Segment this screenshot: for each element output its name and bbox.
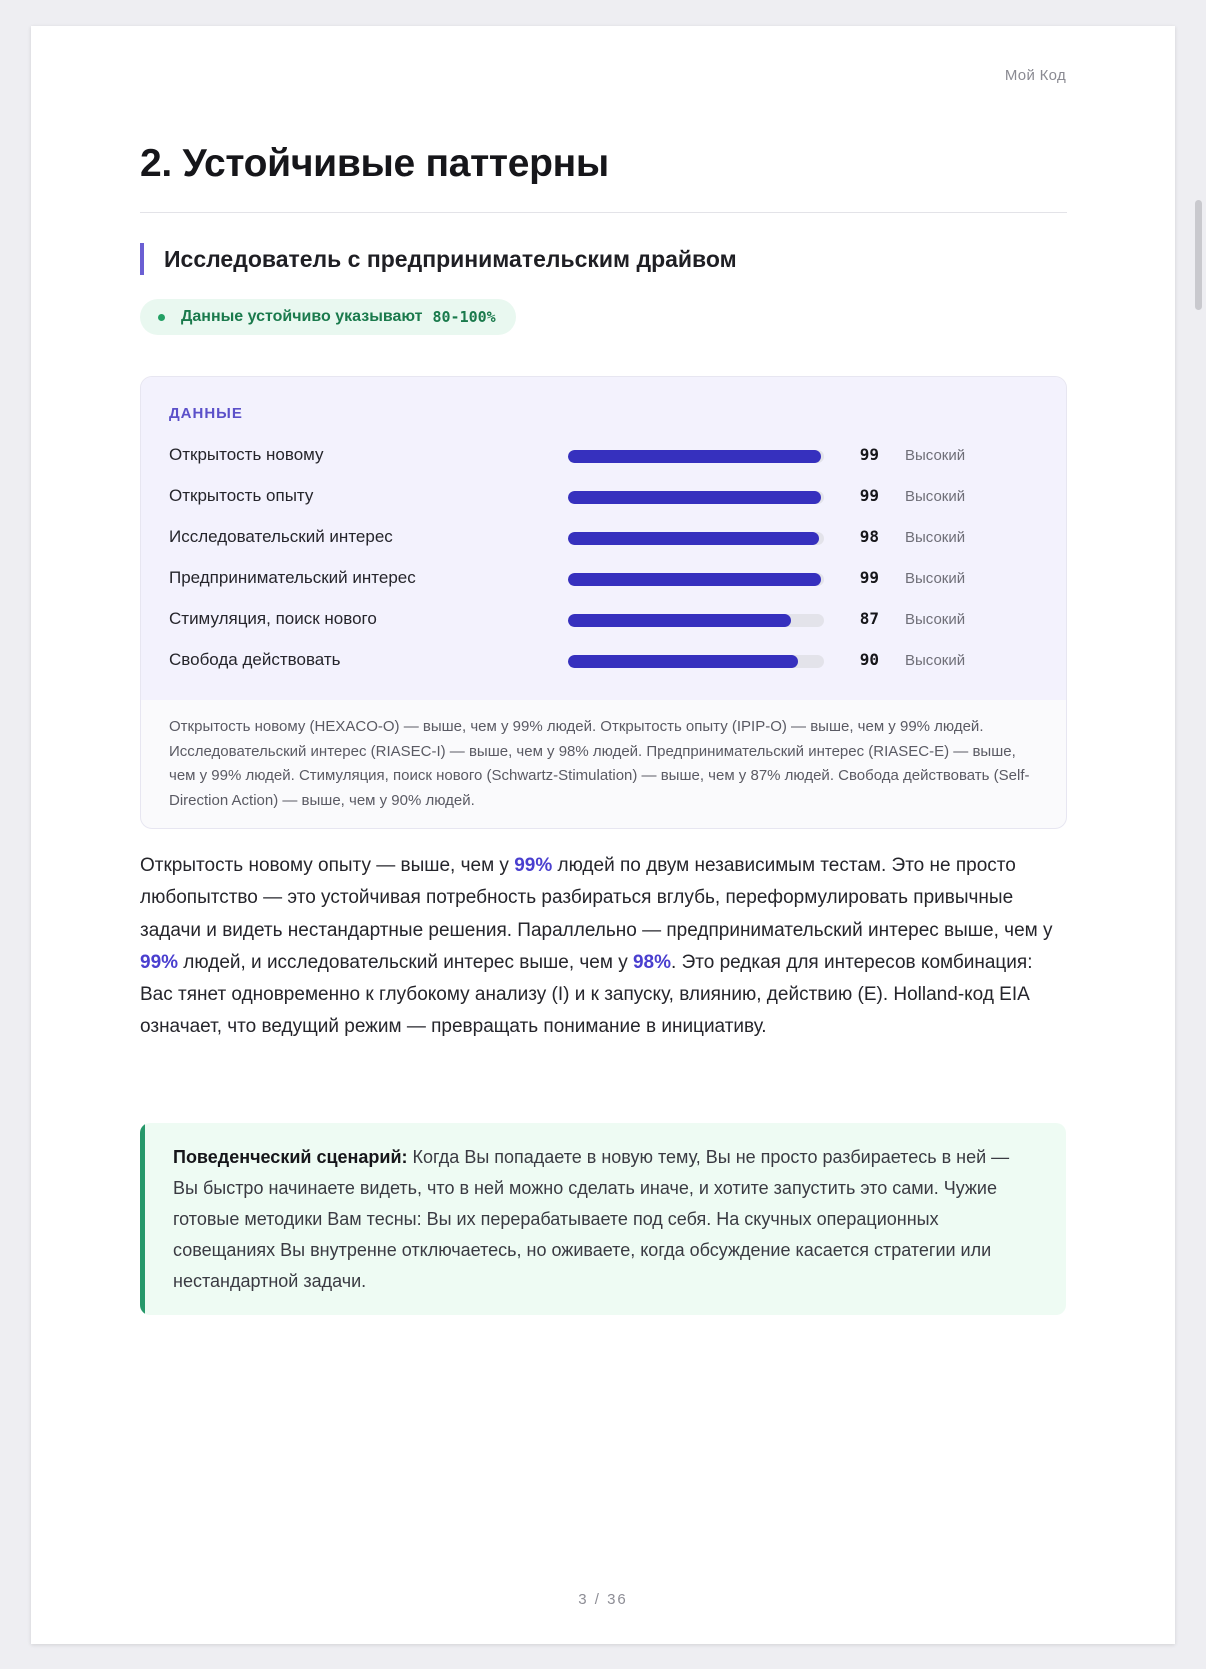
badge-range: 80-100% (432, 308, 496, 326)
body-text-segment: людей, и исследовательский интерес выше, чем у (178, 951, 633, 973)
metric-bar-fill (568, 450, 821, 463)
metric-value: 99 (859, 568, 879, 587)
metric-bar-fill (568, 532, 819, 545)
metric-bar-fill (568, 491, 821, 504)
metric-bar-fill (568, 655, 798, 668)
brand-label: Мой Код (1004, 67, 1066, 84)
metric-level: Высокий (905, 529, 966, 546)
metric-bar-fill (568, 614, 791, 627)
body-text-segment: . Это редкая для интересов комбинация: Вас тянет одновременно к глубокому анализу (I) и к запуску, влиянию, действию (E). Holland-код EIA означает, что ведущий режим — превращать понимание в инициативу. (140, 951, 1033, 1038)
data-card (140, 376, 1067, 829)
body-text-segment: Открытость новому опыту — выше, чем у (140, 855, 515, 876)
body-paragraph (140, 850, 1070, 1044)
metric-level: Высокий (905, 611, 966, 628)
highlight-percent: 98% (632, 951, 672, 973)
metric-bar-track (568, 450, 824, 463)
metric-bar-track (568, 491, 824, 504)
status-dot-icon (158, 314, 165, 321)
metric-row (141, 646, 1066, 676)
page-indicator: 3 / 36 (578, 1591, 628, 1608)
metric-label: Открытость новому (169, 445, 324, 464)
metrics-footnote: Открытость новому (HEXACO-O) — выше, чем у 99% людей. Открытость опыту (IPIP-O) — выше, чем у 99% людей. Исследовательский интерес (RIASEC-I) — выше, чем у 98% людей. Предпринимательский интерес (RIASEC-E) — выше, чем у 99% людей. Стимуляция, поиск нового (Schwartz-Stimulation) — выше, чем у 87% людей. Свобода действовать (Self-Direction Action) — выше, чем у 90% людей. (169, 718, 1030, 809)
confidence-badge (140, 299, 516, 335)
body-text-segment: людей по двум независимым тестам. Это не просто любопытство — это устойчивая потребность разбираться вглубь, переформулировать привычные задачи и видеть нестандартные решения. Параллельно — предпринимательский интерес выше, чем у (140, 855, 1053, 941)
scrollbar-thumb[interactable] (1195, 200, 1202, 310)
metric-level: Высокий (905, 488, 966, 505)
metric-row (141, 441, 1066, 471)
metric-level: Высокий (905, 447, 966, 464)
metric-level: Высокий (905, 652, 966, 669)
metric-label: Предпринимательский интерес (169, 568, 416, 587)
metric-value: 90 (859, 650, 879, 669)
card-heading: ДАННЫЕ (169, 405, 243, 422)
document-page (31, 26, 1175, 1644)
badge-text: Данные устойчиво указывают (181, 308, 423, 325)
metric-bar-fill (568, 573, 821, 586)
metric-label: Стимуляция, поиск нового (169, 609, 377, 628)
metric-label: Исследовательский интерес (169, 527, 393, 546)
metric-bar-track (568, 614, 824, 627)
metric-row (141, 564, 1066, 594)
metric-level: Высокий (905, 570, 966, 587)
metric-value: 99 (859, 486, 879, 505)
metric-value: 98 (859, 527, 879, 546)
metric-row (141, 605, 1066, 635)
metric-bar-track (568, 573, 824, 586)
metric-bar-track (568, 655, 824, 668)
scenario-text (173, 1142, 1035, 1297)
metric-row (141, 523, 1066, 553)
scrollbar[interactable] (1192, 0, 1206, 1669)
metric-value: 87 (859, 609, 879, 628)
scenario-body: Когда Вы попадаете в новую тему, Вы не просто разбираетесь в ней — Вы быстро начинаете видеть, что в ней можно сделать иначе, и хотите запустить это сами. Чужие готовые методики Вам тесны: Вы их перерабатываете под себя. На скучных операционных совещаниях Вы внутренне отключаетесь, но оживаете, когда обсуждение касается стратегии или нестандартной задачи. (173, 1147, 1010, 1291)
metric-label: Свобода действовать (169, 650, 341, 669)
metric-row (141, 482, 1066, 512)
scenario-lead: Поведенческий сценарий: (173, 1147, 408, 1167)
highlight-percent: 99% (514, 855, 553, 876)
section-subtitle: Исследователь с предпринимательским драйвом (140, 243, 737, 275)
callout-accent-bar (140, 1123, 145, 1315)
metric-label: Открытость опыту (169, 486, 314, 505)
highlight-percent: 99% (140, 951, 179, 973)
title-divider (140, 212, 1067, 213)
page-title: 2. Устойчивые паттерны (140, 142, 609, 185)
metrics-panel (141, 377, 1066, 700)
metric-bar-track (568, 532, 824, 545)
scenario-callout (140, 1123, 1066, 1315)
metric-value: 99 (859, 445, 879, 464)
